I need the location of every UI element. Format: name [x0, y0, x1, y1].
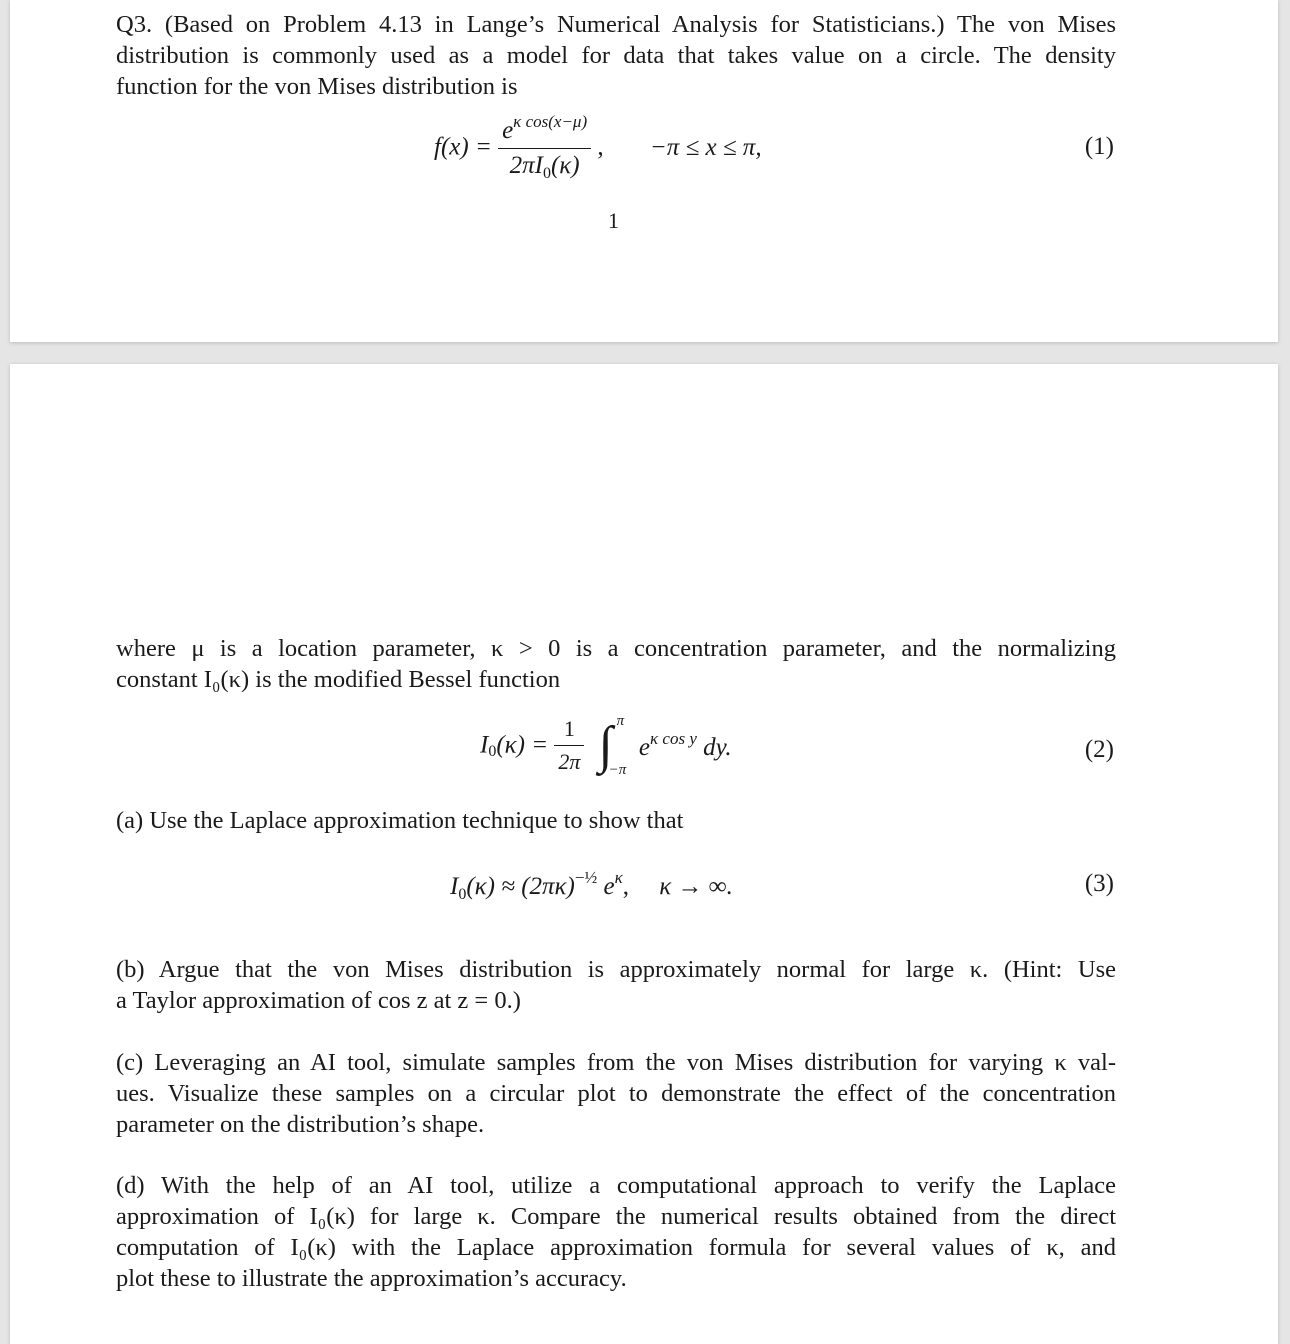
part-c-line-3: parameter on the distribution’s shape. — [116, 1111, 485, 1138]
page-2 — [10, 364, 1278, 1344]
part-a-text: (a) Use the Laplace approximation technique to show that — [116, 807, 684, 834]
part-b-paragraph — [116, 954, 1116, 1016]
part-b-line-1: (b) Argue that the von Mises distribution is approximately normal for large κ. (Hint: Use — [116, 956, 1116, 983]
page-number: 1 — [608, 208, 619, 233]
part-d-line-2: approximation of I₀(κ) for large κ. Compare the numerical results obtained from the direct — [116, 1203, 1116, 1230]
part-a-paragraph — [116, 805, 1116, 836]
eq1-numerator: $e^{\kappa cos(x-\mu)}$ — [498, 112, 591, 149]
page-1 — [10, 0, 1278, 342]
part-d-line-1: (d) With the help of an AI tool, utilize a computational approach to verify the Laplace — [116, 1172, 1116, 1199]
part-b-line-2: a Taylor approximation of cos z at z = 0.) — [116, 987, 521, 1014]
eq1-numerator-exponent: κ cos(x−μ) — [513, 112, 588, 131]
intro-paragraph — [116, 9, 1116, 102]
equation-2: $I_0(\kappa)$ = $\frac{1}{2\pi}$ ∫ π −π $e^{\kappa cos y}$ dy. — [480, 712, 732, 778]
eq2-fraction: $\frac{1}{2\pi}$ — [554, 716, 584, 775]
eq1-denominator: $2\pi I_0(\kappa)$ — [509, 152, 580, 182]
eq3-limit: κ → ∞. — [659, 873, 733, 900]
equation-2-number: (2) — [1084, 736, 1114, 763]
intro-line-3: function for the von Mises distribution is — [116, 73, 518, 100]
part-d-line-3: computation of I₀(κ) with the Laplace approximation formula for several values of κ, and — [116, 1234, 1116, 1261]
eq1-lhs: f(x) = — [434, 133, 492, 161]
intro-line-2: distribution is commonly used as a model for data that takes value on a circle. The density — [116, 42, 1116, 69]
integral-lower-limit: −π — [608, 761, 627, 778]
where-paragraph — [116, 633, 1116, 695]
eq1-fraction — [498, 112, 591, 183]
part-c-line-2: ues. Visualize these samples on a circular plot to demonstrate the effect of the concentration — [116, 1080, 1116, 1107]
where-line-2: constant I₀(κ) is the modified Bessel function — [116, 666, 561, 693]
part-d-line-4: plot these to illustrate the approximation’s accuracy. — [116, 1265, 627, 1292]
intro-line-1: Q3. (Based on Problem 4.13 in Lange’s Numerical Analysis for Statisticians.) The von Mises — [116, 11, 1116, 38]
eq1-domain: −π ≤ x ≤ π, — [649, 133, 762, 161]
integral-upper-limit: π — [616, 712, 625, 729]
eq2-lhs: I — [480, 731, 489, 759]
part-c-line-1: (c) Leveraging an AI tool, simulate samples from the von Mises distribution for varying κ val- — [116, 1049, 1116, 1076]
integral-sign: ∫ π −π — [598, 712, 627, 778]
equation-3: $I_0(\kappa) \approx (2\pi\kappa)^{-\frac{1}{2}}$ $e^\kappa$, κ → ∞. — [450, 868, 733, 903]
eq2-integrand: $e^{\kappa cos y}$ dy. — [638, 729, 732, 761]
part-c-paragraph — [116, 1047, 1116, 1140]
equation-1-number: (1) — [1084, 133, 1114, 160]
eq1-comma: , — [597, 133, 604, 161]
eq3-exponent: −½ — [574, 868, 598, 887]
part-d-paragraph — [116, 1170, 1116, 1294]
where-line-1: where μ is a location parameter, κ > 0 is a concentration parameter, and the normalizing — [116, 635, 1116, 662]
equation-3-number: (3) — [1084, 870, 1114, 897]
equation-1 — [434, 112, 762, 183]
